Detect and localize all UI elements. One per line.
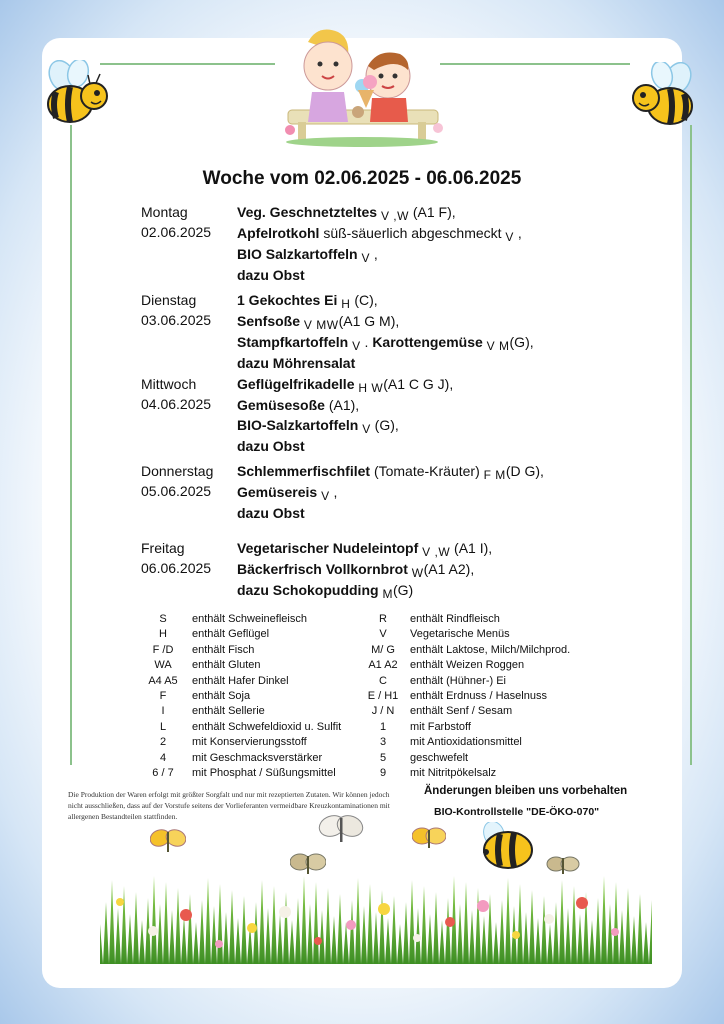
dish-detail: (Tomate-Kräuter) xyxy=(373,463,484,479)
legend-label: enthält Gluten xyxy=(192,659,261,672)
page-title: Woche vom 02.06.2025 - 06.06.2025 xyxy=(202,168,522,189)
legend-label: enthält Geflügel xyxy=(192,628,270,641)
menu-line xyxy=(237,482,544,503)
butterfly-icon xyxy=(318,810,364,848)
frame-line-top-left xyxy=(100,63,275,65)
legend-code: V xyxy=(379,628,387,641)
butterfly-icon xyxy=(290,850,326,878)
menu-line xyxy=(237,415,453,436)
legend-code: R xyxy=(379,613,387,625)
legend-label: enthält Soja xyxy=(192,690,251,702)
allergen-code: H W xyxy=(358,381,384,395)
legend-label: mit Farbstoff xyxy=(410,720,471,733)
dish-name: 1 Gekochtes Ei xyxy=(237,292,342,308)
legend-label: enthält Schwefeldioxid u. Sulfit xyxy=(192,720,342,733)
menu-line xyxy=(237,202,522,223)
legend-label: enthält Hafer Dinkel xyxy=(192,674,289,687)
menu-line xyxy=(237,311,534,332)
allergen-code: V ,W xyxy=(380,209,409,223)
dish-name: dazu Obst xyxy=(237,505,305,521)
frame-line-right xyxy=(690,125,692,765)
dish-name: dazu Möhrensalat xyxy=(237,355,356,371)
dish-name: Apfelrotkohl xyxy=(237,225,324,241)
dish-name: Veg. Geschnetzteltes xyxy=(237,204,381,220)
menu-line xyxy=(237,353,534,373)
day-name: Freitag xyxy=(141,540,185,556)
legend-label: enthält Schweinefleisch xyxy=(192,613,307,625)
menu-line xyxy=(237,374,453,395)
day-name: Dienstag xyxy=(141,292,197,308)
legend-label: enthält Senf / Sesam xyxy=(410,705,513,718)
day-name: Montag xyxy=(141,204,188,220)
legend-label: Vegetarische Menüs xyxy=(410,628,510,641)
legend-code: C xyxy=(379,674,387,687)
dish-name: dazu Obst xyxy=(237,267,305,283)
bee-icon xyxy=(628,62,702,132)
dish-name: Geflügelfrikadelle xyxy=(237,376,359,392)
dish-detail: (A1), xyxy=(324,397,360,413)
day-name: Donnerstag xyxy=(141,463,214,479)
allergen-code: M xyxy=(382,587,393,601)
day-label xyxy=(141,374,211,414)
dish-detail: (A1 C G J), xyxy=(383,376,454,392)
day-menu xyxy=(237,290,534,373)
legend-code: 5 xyxy=(379,751,387,764)
day-date: 03.06.2025 xyxy=(141,312,212,328)
day-date: 02.06.2025 xyxy=(141,224,212,240)
dish-name: dazu Schokopudding xyxy=(237,582,383,598)
menu-line xyxy=(237,290,534,311)
butterfly-icon xyxy=(150,826,186,856)
dish-name: Senfsoße xyxy=(237,313,304,329)
allergen-code: V M xyxy=(486,339,510,353)
butterfly-icon xyxy=(546,852,580,878)
day-menu xyxy=(237,461,544,523)
legend-code: F /D xyxy=(152,643,174,656)
legend-label: enthält Rindfleisch xyxy=(410,613,500,625)
legend-label: mit Konservierungsstoff xyxy=(192,736,307,749)
menu-line xyxy=(237,395,453,415)
menu-line xyxy=(237,265,522,285)
dish-detail: , xyxy=(513,225,522,241)
dish-detail: süß-säuerlich abgeschmeckt xyxy=(323,225,506,241)
day-date: 06.06.2025 xyxy=(141,560,212,576)
menu-line xyxy=(237,461,544,482)
legend-label: mit Geschmacksverstärker xyxy=(192,751,323,764)
dish-detail: (A1 F), xyxy=(408,204,456,220)
day-label xyxy=(141,290,211,330)
dish-detail: (D G), xyxy=(505,463,544,479)
menu-line xyxy=(237,436,453,456)
dish-name: Schlemmerfischfilet xyxy=(237,463,374,479)
bee-icon xyxy=(466,822,546,878)
frame-line-top-right xyxy=(440,63,630,65)
dish-detail: (C), xyxy=(350,292,378,308)
menu-line xyxy=(237,503,544,523)
allergen-code: V xyxy=(321,489,330,503)
dish-name: dazu Obst xyxy=(237,438,305,454)
legend-code: WA xyxy=(154,659,172,672)
disclaimer-text: Die Produktion der Waren erfolgt mit größter Sorgfalt und nur mit rezeptierten Zutaten. Wir können jedoch nicht ausschließen, dass auf der Vorstufe seitens der Vorlieferanten vermeidbare Kreuzkontaminationen mit allergenen Bestandteilen stattfinden. xyxy=(68,790,390,821)
legend-label: enthält Sellerie xyxy=(192,705,265,718)
dish-detail: , xyxy=(369,246,378,262)
day-menu xyxy=(237,202,522,285)
day-menu xyxy=(237,374,453,456)
bee-icon xyxy=(38,60,112,130)
legend-code: S xyxy=(159,613,167,625)
dish-name: Vegetarischer Nudeleintopf xyxy=(237,540,423,556)
dish-detail: (G), xyxy=(509,334,534,350)
dish-name: Bäckerfrisch Vollkornbrot xyxy=(237,561,412,577)
legend-label: enthält Fisch xyxy=(192,643,255,656)
dish-name: Stampfkartoffeln xyxy=(237,334,353,350)
allergen-code: W xyxy=(411,566,424,580)
dish-detail: (G), xyxy=(370,417,399,433)
changes-note: Änderungen bleiben uns vorbehalten xyxy=(424,785,628,797)
dish-name: BIO Salzkartoffeln xyxy=(237,246,362,262)
menu-line xyxy=(237,332,534,353)
legend-code: J / N xyxy=(371,705,395,718)
day-date: 04.06.2025 xyxy=(141,396,212,412)
allergen-code: V ,W xyxy=(422,545,451,559)
frame-line-left xyxy=(70,125,72,765)
menu-line xyxy=(237,559,492,580)
allergen-code: V xyxy=(352,339,361,353)
legend-code: 6 / 7 xyxy=(152,767,174,779)
menu-line xyxy=(237,244,522,265)
legend-code: A4 A5 xyxy=(148,674,178,687)
dish-name: Karottengemüse xyxy=(372,334,487,350)
legend-label: mit Phosphat / Süßungsmittel xyxy=(192,767,336,779)
dish-name: Gemüsesoße xyxy=(237,397,325,413)
day-label xyxy=(141,461,213,501)
day-menu xyxy=(237,538,492,601)
allergen-code: V xyxy=(361,251,370,265)
legend-code: F xyxy=(159,690,167,702)
legend-label: geschwefelt xyxy=(410,751,469,764)
allergen-code: H xyxy=(341,297,351,311)
legend-code: 3 xyxy=(379,736,387,749)
dish-detail: (A1 G M), xyxy=(338,313,400,329)
legend-code: 2 xyxy=(159,736,167,749)
legend-code: 4 xyxy=(159,751,167,764)
butterfly-icon xyxy=(412,824,446,852)
legend-code: A1 A2 xyxy=(368,659,398,672)
legend-code: M/ G xyxy=(371,643,395,656)
allergen-code: V xyxy=(505,230,514,244)
dish-detail: (G) xyxy=(392,582,414,598)
day-name: Mittwoch xyxy=(141,376,197,392)
day-label xyxy=(141,538,211,578)
legend-label: enthält Laktose, Milch/Milchprod. xyxy=(410,643,571,656)
allergen-code: V xyxy=(362,422,371,436)
legend-code: I xyxy=(161,705,165,718)
day-date: 05.06.2025 xyxy=(141,483,212,499)
menu-line xyxy=(237,580,492,601)
legend-code: E / H1 xyxy=(367,690,399,702)
legend-code: 1 xyxy=(379,720,387,733)
menu-line xyxy=(237,223,522,244)
legend-label: enthält Erdnuss / Haselnuss xyxy=(410,690,547,702)
dish-detail: , xyxy=(329,484,338,500)
dish-name: BIO-Salzkartoffeln xyxy=(237,417,363,433)
menu-line xyxy=(237,538,492,559)
legend-label: enthält Weizen Roggen xyxy=(410,659,525,672)
dish-detail: (A1 A2), xyxy=(423,561,475,577)
dish-detail: . xyxy=(360,334,373,350)
legend-label: enthält (Hühner-) Ei xyxy=(410,674,506,687)
legend-code: L xyxy=(159,720,167,733)
dish-detail: (A1 I), xyxy=(450,540,493,556)
allergen-code: F M xyxy=(483,468,506,482)
dish-name: Gemüsereis xyxy=(237,484,322,500)
children-icecream-illustration xyxy=(278,22,446,148)
bio-control-note: BIO-Kontrollstelle "DE-ÖKO-070" xyxy=(434,806,600,818)
legend-code: H xyxy=(159,628,167,641)
legend-label: mit Nitritpökelsalz xyxy=(410,767,497,779)
legend-code: 9 xyxy=(379,767,387,779)
legend-label: mit Antioxidationsmittel xyxy=(410,736,522,749)
allergen-code: V MW xyxy=(303,318,339,332)
day-label xyxy=(141,202,211,242)
